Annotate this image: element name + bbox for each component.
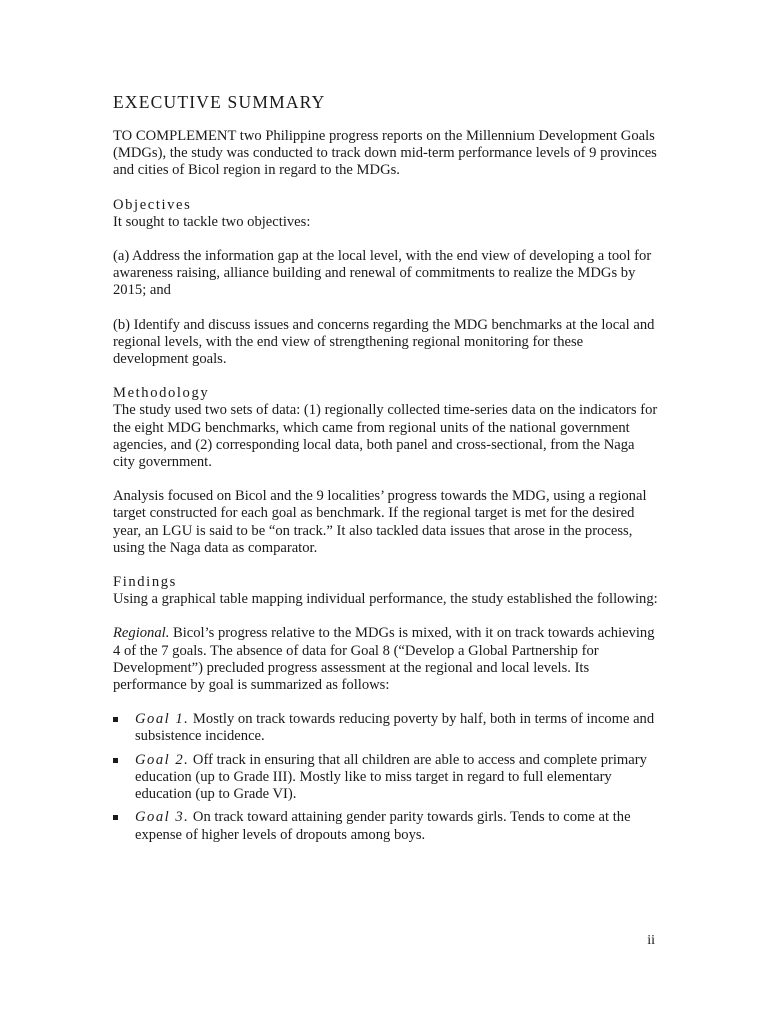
intro-lead: TO COMPLEMENT — [113, 128, 237, 144]
regional-label: Regional. — [113, 625, 170, 642]
square-bullet-icon — [113, 717, 118, 722]
intro-text: two Philippine progress reports on the Millennium Development Goals (MDGs), the study was conducted to track down mid-term performance levels of 9 provinces and cities of Bicol region in regard to the MDGs. — [113, 128, 657, 179]
goal-text: On track toward attaining gender parity towards girls. Tends to come at the expense of higher levels of dropouts among boys. — [135, 809, 631, 843]
regional-text: Bicol’s progress relative to the MDGs is mixed, with it on track towards achieving 4 of the 7 goals. The absence of data for Goal 8 (“Develop a Global Partnership for Development”) precluded progress assessment at the regional and local levels. Its performance by goal is summarized as follows: — [113, 625, 655, 694]
list-item — [113, 752, 658, 804]
square-bullet-icon — [113, 758, 118, 763]
intro-paragraph — [113, 128, 658, 180]
goal-name: Goal 2. — [135, 751, 190, 768]
methodology-section — [113, 385, 658, 471]
list-item — [113, 809, 658, 843]
regional-paragraph — [113, 625, 658, 694]
goals-list — [113, 711, 658, 843]
document-page — [113, 91, 658, 850]
page-title: EXECUTIVE SUMMARY — [113, 92, 326, 112]
goal-text: Mostly on track towards reducing poverty by half, both in terms of income and subsistence incidence. — [135, 711, 655, 745]
list-item — [113, 711, 658, 745]
objective-b: (b) Identify and discuss issues and concerns regarding the MDG benchmarks at the local and regional levels, with the end view of strengthening regional monitoring for these development goals. — [113, 316, 655, 368]
square-bullet-icon — [113, 815, 118, 820]
methodology-heading: Methodology — [113, 385, 210, 402]
objectives-heading: Objectives — [113, 196, 192, 213]
findings-text: Using a graphical table mapping individual performance, the study established the following: — [113, 591, 658, 608]
goal-name: Goal 1. — [135, 711, 190, 728]
analysis-paragraph: Analysis focused on Bicol and the 9 localities’ progress towards the MDG, using a regional target constructed for each goal as benchmark. If the regional target is met for the desired year, an LGU is said to be “on track.” It also tackled data issues that arose in the process, using the Naga data as comparator. — [113, 488, 647, 556]
methodology-text: The study used two sets of data: (1) regionally collected time-series data on the indicators for the eight MDG benchmarks, which came from regional units of the national government agencies, and (2) corresponding local data, both panel and cross-sectional, from the Naga city government. — [113, 402, 658, 471]
page-number: ii — [647, 933, 655, 948]
objective-a: (a) Address the information gap at the local level, with the end view of developing a tool for awareness raising, alliance building and renewal of commitments to realize the MDGs by 2015; and — [113, 248, 652, 299]
goal-text: Off track in ensuring that all children are able to access and complete primary education (up to Grade III). Mostly like to miss target in regard to full elementary education (up to Grade VI). — [135, 751, 647, 803]
findings-section — [113, 574, 658, 608]
objectives-section — [113, 197, 658, 231]
findings-heading: Findings — [113, 574, 177, 591]
goal-name: Goal 3. — [135, 809, 190, 826]
objectives-text: It sought to tackle two objectives: — [113, 213, 311, 230]
